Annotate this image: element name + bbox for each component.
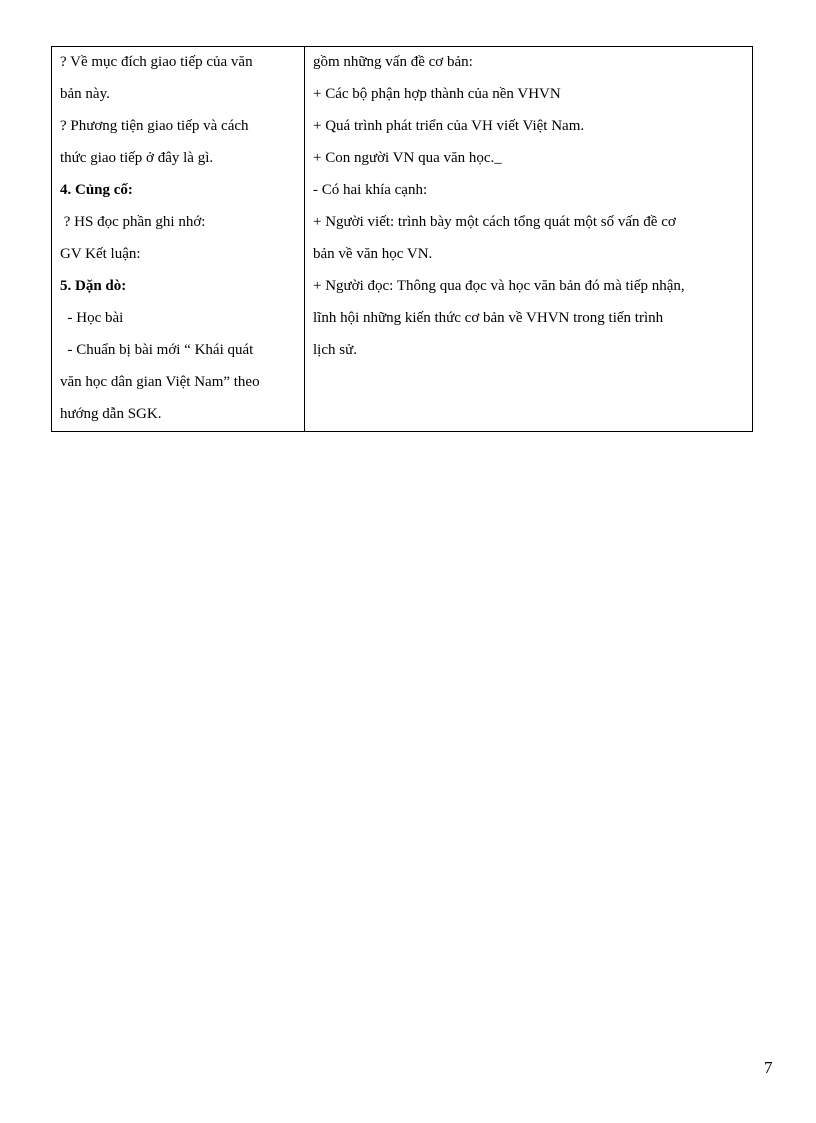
right-line: bản về văn học VN. <box>313 246 433 262</box>
left-line: - Chuẩn bị bài mới “ Khái quát <box>60 342 254 358</box>
right-line: + Người đọc: Thông qua đọc và học văn bản đó mà tiếp nhận, <box>313 278 685 294</box>
right-line: lĩnh hội những kiến thức cơ bản về VHVN trong tiến trình <box>313 310 664 326</box>
left-line: bản này. <box>60 86 110 102</box>
left-line: hướng dẫn SGK. <box>60 406 162 422</box>
content-column <box>305 47 752 431</box>
left-line: ? Phương tiện giao tiếp và cách <box>60 118 249 134</box>
page-number: 7 <box>764 1058 773 1077</box>
right-line: lịch sử. <box>313 342 357 358</box>
left-line: văn học dân gian Việt Nam” theo <box>60 374 260 390</box>
right-line: + Người viết: trình bày một cách tổng quát một số vấn đề cơ <box>313 214 676 230</box>
activity-column <box>52 47 305 431</box>
right-line: + Con người VN qua văn học._ <box>313 150 502 166</box>
left-line: GV Kết luận: <box>60 246 141 262</box>
left-line: thức giao tiếp ở đây là gì. <box>60 150 214 166</box>
lesson-table <box>51 46 753 432</box>
section-heading-consolidation: 4. Củng cố: <box>60 182 133 198</box>
left-line: - Học bài <box>60 310 124 326</box>
right-line: + Quá trình phát triển của VH viết Việt Nam. <box>313 118 585 134</box>
left-line: ? HS đọc phần ghi nhớ: <box>60 214 206 230</box>
right-line: - Có hai khía cạnh: <box>313 182 428 198</box>
section-heading-homework: 5. Dặn dò: <box>60 278 127 294</box>
right-line: + Các bộ phận hợp thành của nền VHVN <box>313 86 561 102</box>
right-line: gồm những vấn đề cơ bản: <box>313 54 473 70</box>
left-line: ? Về mục đích giao tiếp của văn <box>60 54 253 70</box>
